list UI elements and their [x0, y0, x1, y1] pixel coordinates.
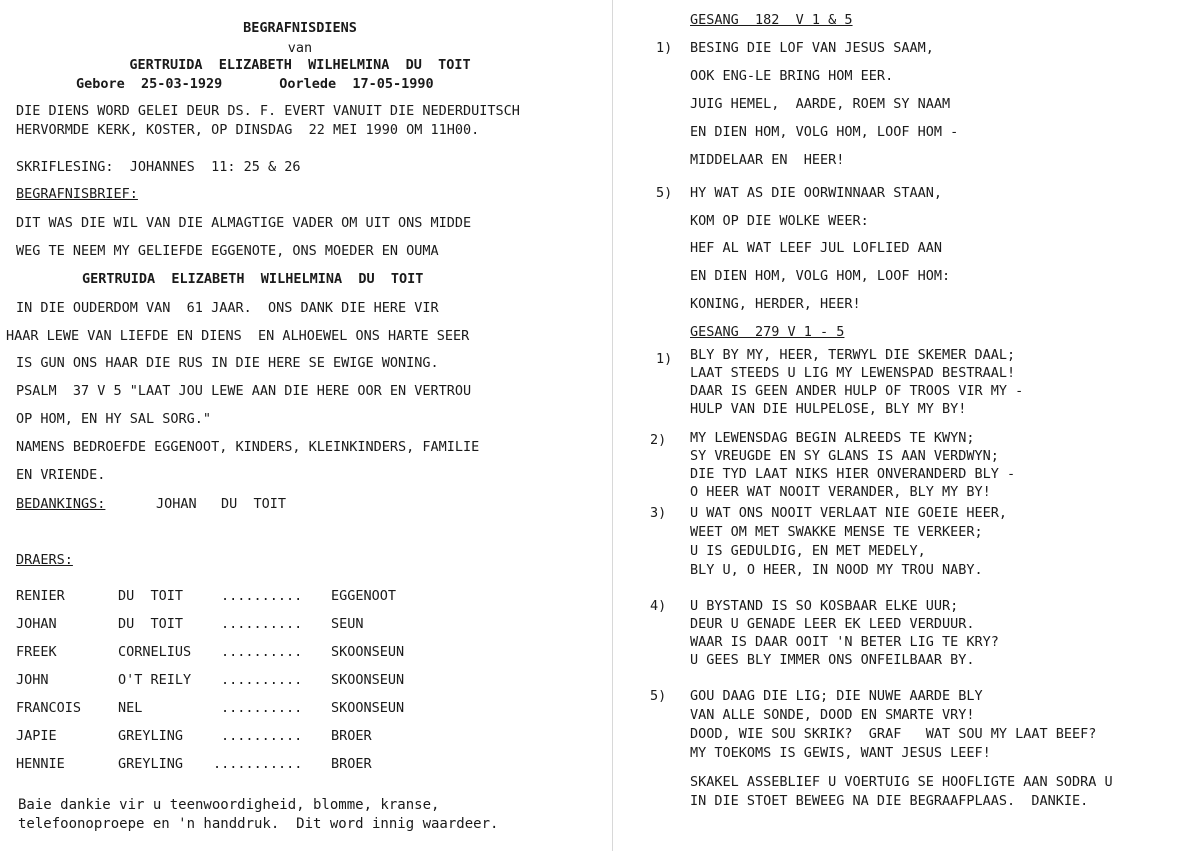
verse-number: 1): [656, 40, 673, 56]
service-line-1: DIE DIENS WORD GELEI DEUR DS. F. EVERT VANUIT DIE NEDERDUITSCH: [16, 103, 520, 119]
verse-number: 3): [650, 505, 667, 521]
bearer-surname: GREYLING: [118, 756, 184, 772]
bearer-first-name: JAPIE: [16, 728, 57, 744]
bearer-first-name: HENNIE: [16, 756, 65, 772]
program-title: BEGRAFNISDIENS: [243, 20, 357, 36]
bearer-relation: BROER: [331, 756, 372, 772]
letter-line: WEG TE NEEM MY GELIEFDE EGGENOTE, ONS MOEDER EN OUMA: [16, 243, 439, 259]
thanks-name: JOHAN DU TOIT: [156, 496, 287, 512]
verse-line: HY WAT AS DIE OORWINNAAR STAAN,: [690, 185, 942, 201]
letter-line: EN VRIENDE.: [16, 467, 106, 483]
footer-line-1: Baie dankie vir u teenwoordigheid, blomme, kranse,: [18, 797, 440, 813]
verse-line: LAAT STEEDS U LIG MY LEWENSPAD BESTRAAL!: [690, 365, 1016, 381]
page-fold-line: [612, 0, 613, 851]
verse-number: 1): [656, 351, 673, 367]
verse-line: JUIG HEMEL, AARDE, ROEM SY NAAM: [690, 96, 951, 112]
verse-line: SY VREUGDE EN SY GLANS IS AAN VERDWYN;: [690, 448, 999, 464]
verse-line: KOM OP DIE WOLKE WEER:: [690, 213, 869, 229]
scripture-reading: SKRIFLESING: JOHANNES 11: 25 & 26: [16, 159, 301, 175]
letter-line: IS GUN ONS HAAR DIE RUS IN DIE HERE SE EWIGE WONING.: [16, 355, 439, 371]
footer-line-2: telefoonoproepe en 'n handdruk. Dit word innig waardeer.: [18, 816, 499, 832]
bearer-surname: CORNELIUS: [118, 644, 192, 660]
bearer-dots: ..........: [221, 644, 303, 660]
bearer-dots: ..........: [221, 728, 303, 744]
verse-line: EN DIEN HOM, VOLG HOM, LOOF HOM:: [690, 268, 951, 284]
bearer-surname: DU TOIT: [118, 588, 184, 604]
verse-line: MIDDELAAR EN HEER!: [690, 152, 845, 168]
birth-death-dates: Gebore 25-03-1929 Oorlede 17-05-1990: [76, 76, 434, 92]
bearer-relation: BROER: [331, 728, 372, 744]
bearer-first-name: JOHN: [16, 672, 49, 688]
verse-line: GOU DAAG DIE LIG; DIE NUWE AARDE BLY: [690, 688, 983, 704]
verse-line: BLY BY MY, HEER, TERWYL DIE SKEMER DAAL;: [690, 347, 1016, 363]
verse-line: WAAR IS DAAR OOIT 'N BETER LIG TE KRY?: [690, 634, 999, 650]
closing-note-line-1: SKAKEL ASSEBLIEF U VOERTUIG SE HOOFLIGTE AAN SODRA U: [690, 774, 1113, 790]
bearers-heading: DRAERS:: [16, 552, 73, 568]
service-line-2: HERVORMDE KERK, KOSTER, OP DINSDAG 22 MEI 1990 OM 11H00.: [16, 122, 480, 138]
verse-line: DOOD, WIE SOU SKRIK? GRAF WAT SOU MY LAAT BEEF?: [690, 726, 1097, 742]
verse-line: KONING, HERDER, HEER!: [690, 296, 861, 312]
verse-line: WEET OM MET SWAKKE MENSE TE VERKEER;: [690, 524, 983, 540]
bearer-dots: ..........: [221, 700, 303, 716]
verse-line: MY LEWENSDAG BEGIN ALREEDS TE KWYN;: [690, 430, 975, 446]
bearer-relation: SKOONSEUN: [331, 644, 405, 660]
verse-number: 2): [650, 432, 667, 448]
deceased-name: GERTRUIDA ELIZABETH WILHELMINA DU TOIT: [129, 57, 471, 73]
verse-line: HEF AL WAT LEEF JUL LOFLIED AAN: [690, 240, 942, 256]
thanks-heading: BEDANKINGS:: [16, 496, 106, 512]
letter-line: PSALM 37 V 5 "LAAT JOU LEWE AAN DIE HERE OOR EN VERTROU: [16, 383, 472, 399]
bearer-first-name: JOHAN: [16, 616, 57, 632]
verse-line: BLY U, O HEER, IN NOOD MY TROU NABY.: [690, 562, 983, 578]
letter-heading: BEGRAFNISBRIEF:: [16, 186, 138, 202]
verse-line: U WAT ONS NOOIT VERLAAT NIE GOEIE HEER,: [690, 505, 1007, 521]
verse-line: O HEER WAT NOOIT VERANDER, BLY MY BY!: [690, 484, 991, 500]
hymn-279-heading: GESANG 279 V 1 - 5: [690, 324, 845, 340]
bearer-first-name: FRANCOIS: [16, 700, 82, 716]
letter-line: OP HOM, EN HY SAL SORG.": [16, 411, 212, 427]
verse-line: BESING DIE LOF VAN JESUS SAAM,: [690, 40, 934, 56]
verse-line: OOK ENG-LE BRING HOM EER.: [690, 68, 894, 84]
letter-line: HAAR LEWE VAN LIEFDE EN DIENS EN ALHOEWEL ONS HARTE SEER: [6, 328, 470, 344]
bearer-dots: ..........: [221, 616, 303, 632]
bearer-relation: EGGENOOT: [331, 588, 397, 604]
program-van: van: [287, 40, 313, 56]
verse-line: DIE TYD LAAT NIKS HIER ONVERANDERD BLY -: [690, 466, 1016, 482]
bearer-dots: ..........: [221, 588, 303, 604]
verse-number: 4): [650, 598, 667, 614]
hymn-182-heading: GESANG 182 V 1 & 5: [690, 12, 853, 28]
bearer-relation: SKOONSEUN: [331, 672, 405, 688]
bearer-surname: O'T REILY: [118, 672, 192, 688]
bearer-surname: NEL: [118, 700, 143, 716]
bearer-surname: DU TOIT: [118, 616, 184, 632]
verse-line: EN DIEN HOM, VOLG HOM, LOOF HOM -: [690, 124, 959, 140]
letter-line: IN DIE OUDERDOM VAN 61 JAAR. ONS DANK DIE HERE VIR: [16, 300, 439, 316]
bearer-dots: ...........: [213, 756, 303, 772]
letter-line-name: GERTRUIDA ELIZABETH WILHELMINA DU TOIT: [82, 271, 424, 287]
bearer-surname: GREYLING: [118, 728, 184, 744]
verse-line: U IS GEDULDIG, EN MET MEDELY,: [690, 543, 926, 559]
verse-line: DEUR U GENADE LEER EK LEED VERDUUR.: [690, 616, 975, 632]
verse-line: U GEES BLY IMMER ONS ONFEILBAAR BY.: [690, 652, 975, 668]
verse-number: 5): [656, 185, 673, 201]
bearer-first-name: RENIER: [16, 588, 65, 604]
letter-line: DIT WAS DIE WIL VAN DIE ALMAGTIGE VADER OM UIT ONS MIDDE: [16, 215, 472, 231]
verse-line: U BYSTAND IS SO KOSBAAR ELKE UUR;: [690, 598, 959, 614]
bearer-first-name: FREEK: [16, 644, 57, 660]
closing-note-line-2: IN DIE STOET BEWEEG NA DIE BEGRAAFPLAAS. DANKIE.: [690, 793, 1089, 809]
bearer-dots: ..........: [221, 672, 303, 688]
bearer-relation: SEUN: [331, 616, 364, 632]
verse-line: VAN ALLE SONDE, DOOD EN SMARTE VRY!: [690, 707, 975, 723]
verse-line: HULP VAN DIE HULPELOSE, BLY MY BY!: [690, 401, 967, 417]
verse-line: DAAR IS GEEN ANDER HULP OF TROOS VIR MY -: [690, 383, 1024, 399]
verse-number: 5): [650, 688, 667, 704]
verse-line: MY TOEKOMS IS GEWIS, WANT JESUS LEEF!: [690, 745, 991, 761]
letter-line: NAMENS BEDROEFDE EGGENOOT, KINDERS, KLEINKINDERS, FAMILIE: [16, 439, 480, 455]
bearer-relation: SKOONSEUN: [331, 700, 405, 716]
